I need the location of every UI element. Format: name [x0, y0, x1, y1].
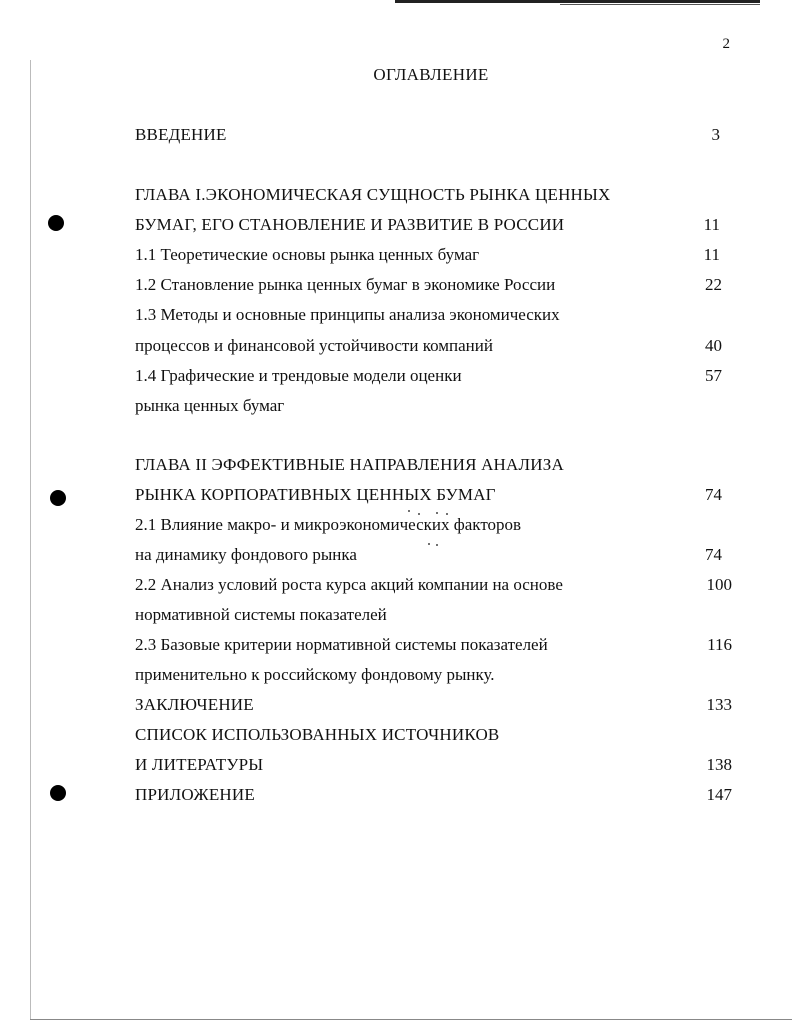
toc-sources-line2: И ЛИТЕРАТУРЫ — [135, 755, 264, 774]
toc-s14-line2: рынка ценных бумаг — [135, 396, 285, 415]
page-title: ОГЛАВЛЕНИЕ — [373, 65, 489, 84]
punch-hole-icon — [48, 215, 64, 231]
toc-s23-page: 116 — [707, 635, 732, 654]
toc-ch2-line2: РЫНКА КОРПОРАТИВНЫХ ЦЕННЫХ БУМАГ — [135, 485, 496, 504]
scan-speck — [408, 510, 410, 512]
toc-s13-line1: 1.3 Методы и основные принципы анализа экономических — [135, 305, 560, 324]
scan-left-edge — [30, 60, 31, 1020]
toc-ch1-line1: ГЛАВА I.ЭКОНОМИЧЕСКАЯ СУЩНОСТЬ РЫНКА ЦЕННЫХ — [135, 185, 611, 204]
toc-sources-page: 138 — [706, 755, 732, 774]
toc-s23-line1: 2.3 Базовые критерии нормативной системы показателей — [135, 635, 548, 654]
toc-appendix-label: ПРИЛОЖЕНИЕ — [135, 785, 255, 804]
scan-top-rule — [395, 0, 760, 3]
punch-hole-icon — [50, 490, 66, 506]
scan-speck — [428, 543, 430, 545]
toc-s13-page: 40 — [705, 336, 722, 355]
toc-s11-label: 1.1 Теоретические основы рынка ценных бумаг — [135, 245, 480, 264]
toc-s22-page: 100 — [706, 575, 732, 594]
toc-sources-line1: СПИСОК ИСПОЛЬЗОВАННЫХ ИСТОЧНИКОВ — [135, 725, 500, 744]
toc-intro-label: ВВЕДЕНИЕ — [135, 125, 227, 144]
toc-s23-line2: применительно к российскому фондовому рынку. — [135, 665, 495, 684]
page-number: 2 — [722, 36, 730, 52]
toc-s12-label: 1.2 Становление рынка ценных бумаг в экономике России — [135, 275, 556, 294]
toc-appendix-page: 147 — [706, 785, 732, 804]
toc-s22-line2: нормативной системы показателей — [135, 605, 387, 624]
toc-s13-line2: процессов и финансовой устойчивости компаний — [135, 336, 493, 355]
scan-bottom-edge — [30, 1019, 792, 1020]
toc-s14-page: 57 — [705, 366, 722, 385]
toc-ch1-line2: БУМАГ, ЕГО СТАНОВЛЕНИЕ И РАЗВИТИЕ В РОССИИ — [135, 215, 565, 234]
toc-s11-page: 11 — [703, 245, 720, 264]
toc-conclusion-page: 133 — [706, 695, 732, 714]
toc-ch2-page: 74 — [705, 485, 722, 504]
scan-speck — [436, 544, 438, 546]
toc-ch2-line1: ГЛАВА II ЭФФЕКТИВНЫЕ НАПРАВЛЕНИЯ АНАЛИЗА — [135, 455, 564, 474]
punch-hole-icon — [50, 785, 66, 801]
toc-s14-line1: 1.4 Графические и трендовые модели оценки — [135, 366, 462, 385]
toc-ch1-page: 11 — [703, 215, 720, 234]
toc-intro-page: 3 — [711, 125, 720, 144]
toc-s22-line1: 2.2 Анализ условий роста курса акций компании на основе — [135, 575, 563, 594]
toc-conclusion-label: ЗАКЛЮЧЕНИЕ — [135, 695, 254, 714]
scan-top-rule — [560, 4, 760, 5]
toc-s21-line2: на динамику фондового рынка — [135, 545, 357, 564]
toc-s21-line1: 2.1 Влияние макро- и микроэкономических факторов — [135, 515, 522, 534]
toc-s12-page: 22 — [705, 275, 722, 294]
scan-speck — [436, 512, 438, 514]
toc-s21-page: 74 — [705, 545, 722, 564]
